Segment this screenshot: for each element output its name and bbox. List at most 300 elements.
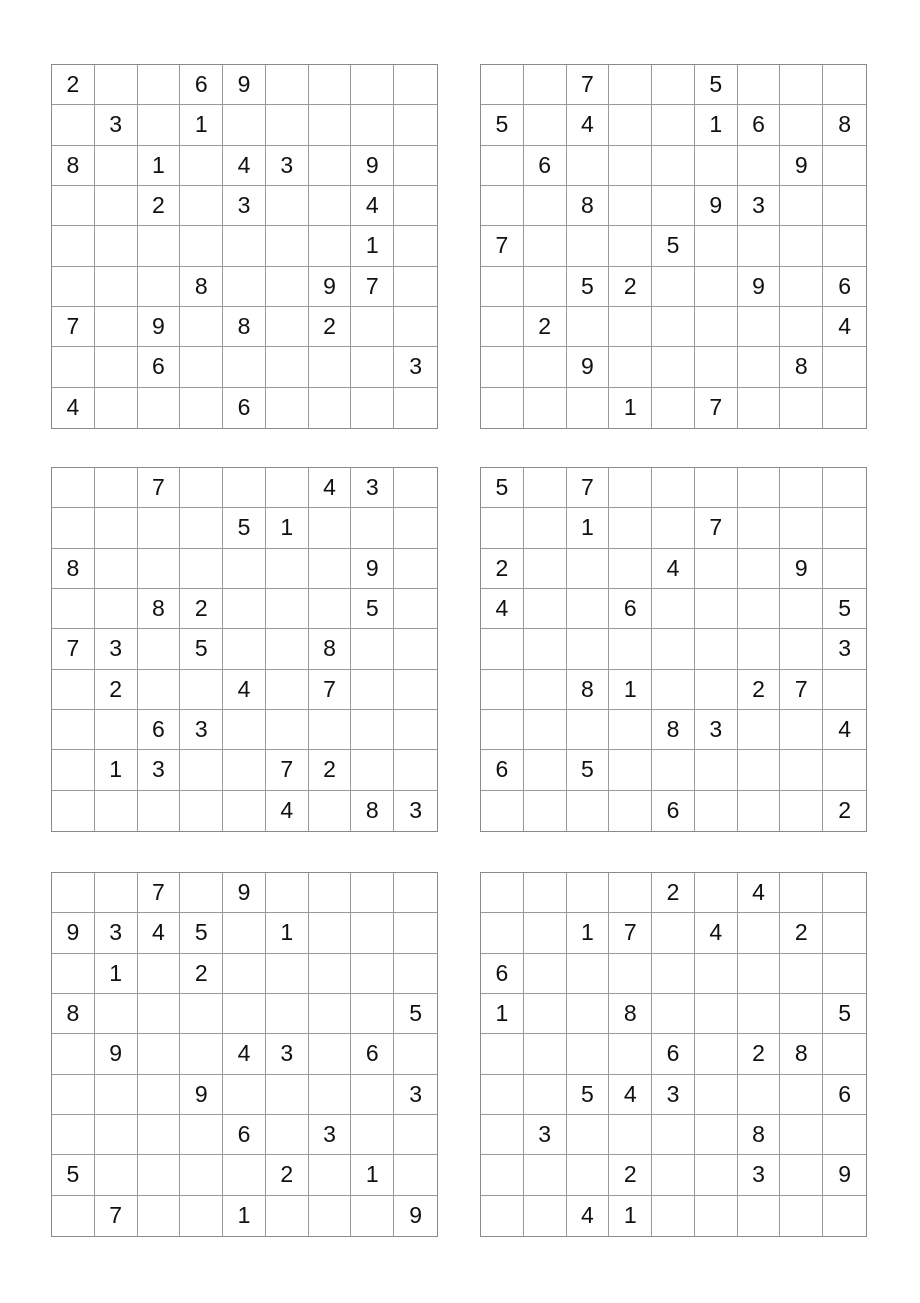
sudoku-cell xyxy=(52,468,95,508)
sudoku-cell xyxy=(95,1155,138,1195)
sudoku-cell: 2 xyxy=(838,797,851,824)
sudoku-cell xyxy=(738,589,781,629)
sudoku-cell: 9 xyxy=(823,1155,866,1195)
sudoku-cell: 1 xyxy=(567,913,610,953)
sudoku-cell: 7 xyxy=(266,750,309,790)
sudoku-cell xyxy=(780,267,823,307)
sudoku-cell xyxy=(609,1115,652,1155)
sudoku-cell xyxy=(481,913,524,953)
sudoku-cell: 3 xyxy=(95,105,138,145)
sudoku-cell xyxy=(738,1075,781,1115)
sudoku-cell: 5 xyxy=(823,994,866,1034)
sudoku-cell xyxy=(180,347,223,387)
sudoku-cell xyxy=(524,267,567,307)
sudoku-cell xyxy=(351,1196,394,1236)
sudoku-cell xyxy=(652,750,695,790)
sudoku-cell xyxy=(652,1115,695,1155)
sudoku-cell xyxy=(266,186,309,226)
sudoku-cell: 6 xyxy=(524,146,567,186)
sudoku-cell xyxy=(223,589,266,629)
sudoku-cell xyxy=(609,347,652,387)
sudoku-cell xyxy=(823,468,866,508)
sudoku-cell xyxy=(567,589,610,629)
sudoku-cell xyxy=(609,186,652,226)
sudoku-cell xyxy=(652,913,695,953)
sudoku-cell xyxy=(609,629,652,669)
sudoku-cell xyxy=(180,508,223,548)
sudoku-cell xyxy=(52,186,95,226)
sudoku-cell xyxy=(180,791,223,831)
sudoku-cell xyxy=(609,65,652,105)
sudoku-cell xyxy=(567,994,610,1034)
sudoku-cell xyxy=(524,1075,567,1115)
sudoku-cell: 3 xyxy=(409,797,422,824)
sudoku-cell xyxy=(95,186,138,226)
sudoku-cell xyxy=(309,508,352,548)
sudoku-cell xyxy=(394,105,437,145)
sudoku-cell: 1 xyxy=(567,508,610,548)
sudoku-cell xyxy=(180,873,223,913)
sudoku-cell: 5 xyxy=(695,65,738,105)
sudoku-cell xyxy=(652,629,695,669)
sudoku-cell xyxy=(52,750,95,790)
sudoku-cell xyxy=(609,750,652,790)
sudoku-cell xyxy=(780,65,823,105)
sudoku-cell xyxy=(266,589,309,629)
sudoku-cell xyxy=(309,549,352,589)
sudoku-cell: 1 xyxy=(95,750,138,790)
sudoku-cell xyxy=(309,710,352,750)
sudoku-cell xyxy=(180,670,223,710)
sudoku-cell xyxy=(823,226,866,266)
sudoku-cell: 3 xyxy=(180,710,223,750)
sudoku-cell: 6 xyxy=(738,105,781,145)
sudoku-cell: 3 xyxy=(738,186,781,226)
sudoku-cell: 9 xyxy=(695,186,738,226)
sudoku-cell xyxy=(309,146,352,186)
sudoku-cell xyxy=(524,1196,567,1236)
sudoku-cell: 5 xyxy=(394,994,437,1034)
sudoku-cell xyxy=(652,1196,695,1236)
sudoku-cell xyxy=(95,468,138,508)
sudoku-cell xyxy=(394,1155,437,1195)
sudoku-cell xyxy=(823,750,866,790)
sudoku-cell xyxy=(524,994,567,1034)
sudoku-cell xyxy=(223,549,266,589)
sudoku-cell: 8 xyxy=(652,710,695,750)
sudoku-cell xyxy=(138,954,181,994)
sudoku-cell xyxy=(823,1034,866,1074)
sudoku-cell xyxy=(738,146,781,186)
sudoku-cell xyxy=(52,267,95,307)
sudoku-cell: 8 xyxy=(52,146,95,186)
sudoku-cell xyxy=(481,1155,524,1195)
sudoku-cell: 2 xyxy=(95,670,138,710)
sudoku-cell xyxy=(652,347,695,387)
sudoku-cell xyxy=(309,105,352,145)
sudoku-cell: 9 xyxy=(738,267,781,307)
sudoku-cell xyxy=(481,307,524,347)
sudoku-cell xyxy=(52,1115,95,1155)
sudoku-cell: 9 xyxy=(780,549,823,589)
sudoku-cell: 4 xyxy=(223,146,266,186)
sudoku-cell: 7 xyxy=(52,629,95,669)
sudoku-cell xyxy=(524,710,567,750)
sudoku-cell xyxy=(138,994,181,1034)
sudoku-cell xyxy=(738,954,781,994)
sudoku-cell xyxy=(394,186,437,226)
sudoku-cell xyxy=(780,508,823,548)
sudoku-cell xyxy=(223,105,266,145)
sudoku-cell xyxy=(223,1075,266,1115)
sudoku-cell xyxy=(780,791,823,831)
sudoku-cell xyxy=(609,954,652,994)
sudoku-cell xyxy=(95,710,138,750)
sudoku-cell: 2 xyxy=(266,1155,309,1195)
sudoku-cell: 8 xyxy=(52,994,95,1034)
sudoku-grid-5 xyxy=(51,872,438,1237)
sudoku-cell xyxy=(652,186,695,226)
sudoku-cell xyxy=(394,1034,437,1074)
sudoku-cell xyxy=(524,468,567,508)
sudoku-cell xyxy=(738,750,781,790)
sudoku-cell xyxy=(95,589,138,629)
sudoku-cell: 1 xyxy=(695,105,738,145)
sudoku-cell xyxy=(524,670,567,710)
sudoku-cell: 3 xyxy=(223,186,266,226)
sudoku-cell xyxy=(780,1155,823,1195)
sudoku-cell: 4 xyxy=(481,589,524,629)
sudoku-cell xyxy=(266,468,309,508)
sudoku-cell xyxy=(95,1115,138,1155)
sudoku-cell xyxy=(52,954,95,994)
sudoku-cell xyxy=(738,347,781,387)
sudoku-cell xyxy=(524,65,567,105)
sudoku-cell xyxy=(394,710,437,750)
sudoku-cell xyxy=(823,508,866,548)
sudoku-cell xyxy=(266,629,309,669)
sudoku-cell xyxy=(394,1115,437,1155)
sudoku-cell xyxy=(609,105,652,145)
sudoku-cell xyxy=(652,267,695,307)
sudoku-cell xyxy=(652,954,695,994)
sudoku-cell xyxy=(652,468,695,508)
sudoku-cell xyxy=(652,508,695,548)
sudoku-cell xyxy=(695,226,738,266)
sudoku-cell xyxy=(481,670,524,710)
sudoku-cell: 6 xyxy=(351,1034,394,1074)
sudoku-cell xyxy=(351,1075,394,1115)
sudoku-cell: 1 xyxy=(95,954,138,994)
sudoku-cell xyxy=(481,508,524,548)
sudoku-cell xyxy=(738,913,781,953)
sudoku-cell xyxy=(309,1155,352,1195)
sudoku-cell xyxy=(524,750,567,790)
sudoku-cell xyxy=(138,65,181,105)
sudoku-cell xyxy=(695,549,738,589)
sudoku-cell: 4 xyxy=(52,388,95,428)
sudoku-cell xyxy=(138,670,181,710)
sudoku-cell xyxy=(223,791,266,831)
sudoku-cell xyxy=(266,1196,309,1236)
sudoku-cell: 7 xyxy=(609,913,652,953)
sudoku-cell xyxy=(524,791,567,831)
sudoku-cell xyxy=(223,629,266,669)
sudoku-cell: 8 xyxy=(52,549,95,589)
sudoku-cell xyxy=(138,388,181,428)
sudoku-cell: 6 xyxy=(223,1115,266,1155)
sudoku-grid-4 xyxy=(480,467,867,832)
sudoku-cell: 5 xyxy=(567,750,610,790)
sudoku-cell xyxy=(695,873,738,913)
sudoku-cell xyxy=(524,347,567,387)
sudoku-cell: 5 xyxy=(823,589,866,629)
sudoku-cell xyxy=(524,388,567,428)
sudoku-cell xyxy=(180,994,223,1034)
sudoku-cell xyxy=(138,1196,181,1236)
sudoku-cell xyxy=(351,629,394,669)
sudoku-cell xyxy=(95,791,138,831)
sudoku-cell xyxy=(780,186,823,226)
sudoku-cell xyxy=(180,146,223,186)
sudoku-cell xyxy=(652,670,695,710)
sudoku-cell xyxy=(52,710,95,750)
sudoku-cell xyxy=(351,994,394,1034)
sudoku-cell xyxy=(138,267,181,307)
sudoku-cell: 9 xyxy=(52,913,95,953)
sudoku-cell: 7 xyxy=(95,1196,138,1236)
sudoku-cell: 7 xyxy=(309,670,352,710)
sudoku-cell xyxy=(266,267,309,307)
sudoku-cell xyxy=(780,954,823,994)
sudoku-cell xyxy=(394,267,437,307)
sudoku-cell xyxy=(223,750,266,790)
sudoku-cell xyxy=(138,791,181,831)
sudoku-cell xyxy=(567,629,610,669)
sudoku-cell: 7 xyxy=(138,873,181,913)
sudoku-cell: 6 xyxy=(823,1075,866,1115)
sudoku-cell xyxy=(481,65,524,105)
sudoku-cell: 3 xyxy=(309,1115,352,1155)
sudoku-cell xyxy=(524,913,567,953)
sudoku-cell xyxy=(351,873,394,913)
sudoku-cell xyxy=(394,873,437,913)
sudoku-cell: 3 xyxy=(652,1075,695,1115)
sudoku-cell xyxy=(180,1115,223,1155)
sudoku-cell xyxy=(780,873,823,913)
sudoku-cell xyxy=(266,388,309,428)
sudoku-cell xyxy=(309,65,352,105)
sudoku-cell xyxy=(780,994,823,1034)
sudoku-cell xyxy=(524,1155,567,1195)
sudoku-cell xyxy=(138,1075,181,1115)
sudoku-cell xyxy=(652,994,695,1034)
sudoku-cell: 5 xyxy=(180,629,223,669)
sudoku-cell xyxy=(394,670,437,710)
sudoku-cell xyxy=(823,670,866,710)
sudoku-cell xyxy=(823,186,866,226)
sudoku-cell xyxy=(481,1075,524,1115)
sudoku-cell xyxy=(52,791,95,831)
sudoku-cell xyxy=(695,267,738,307)
sudoku-cell xyxy=(481,186,524,226)
sudoku-cell xyxy=(823,549,866,589)
sudoku-cell xyxy=(738,226,781,266)
sudoku-cell xyxy=(351,750,394,790)
sudoku-cell xyxy=(309,388,352,428)
sudoku-cell xyxy=(180,307,223,347)
sudoku-cell xyxy=(394,508,437,548)
sudoku-cell xyxy=(738,468,781,508)
sudoku-cell: 6 xyxy=(823,267,866,307)
sudoku-cell xyxy=(481,1196,524,1236)
sudoku-cell: 4 xyxy=(695,913,738,953)
sudoku-cell xyxy=(738,307,781,347)
sudoku-cell xyxy=(394,468,437,508)
sudoku-cell xyxy=(738,388,781,428)
sudoku-cell xyxy=(823,1196,866,1236)
sudoku-cell xyxy=(351,508,394,548)
sudoku-cell xyxy=(652,589,695,629)
sudoku-cell: 3 xyxy=(823,629,866,669)
sudoku-cell xyxy=(652,388,695,428)
sudoku-cell xyxy=(567,226,610,266)
sudoku-cell xyxy=(524,105,567,145)
sudoku-cell: 4 xyxy=(138,913,181,953)
sudoku-cell xyxy=(309,589,352,629)
sudoku-cell: 1 xyxy=(223,1196,266,1236)
sudoku-cell xyxy=(780,388,823,428)
sudoku-cell xyxy=(95,549,138,589)
sudoku-cell xyxy=(180,1034,223,1074)
sudoku-cell xyxy=(652,307,695,347)
sudoku-cell xyxy=(780,1075,823,1115)
sudoku-cell xyxy=(309,186,352,226)
sudoku-cell xyxy=(695,1075,738,1115)
sudoku-cell xyxy=(309,913,352,953)
sudoku-cell xyxy=(609,791,652,831)
sudoku-cell xyxy=(823,347,866,387)
sudoku-cell: 9 xyxy=(180,1075,223,1115)
sudoku-cell xyxy=(609,146,652,186)
sudoku-cell: 1 xyxy=(180,105,223,145)
sudoku-cell xyxy=(223,710,266,750)
sudoku-cell: 9 xyxy=(351,549,394,589)
sudoku-cell xyxy=(309,226,352,266)
sudoku-cell: 8 xyxy=(780,1034,823,1074)
sudoku-cell: 8 xyxy=(780,347,823,387)
sudoku-cell xyxy=(738,65,781,105)
sudoku-cell: 1 xyxy=(481,994,524,1034)
sudoku-cell xyxy=(95,146,138,186)
sudoku-cell xyxy=(481,1034,524,1074)
sudoku-cell xyxy=(309,1196,352,1236)
sudoku-cell: 8 xyxy=(223,307,266,347)
sudoku-cell xyxy=(567,1155,610,1195)
sudoku-cell xyxy=(95,508,138,548)
sudoku-cell xyxy=(223,347,266,387)
sudoku-cell xyxy=(138,629,181,669)
sudoku-cell xyxy=(567,146,610,186)
sudoku-cell xyxy=(309,347,352,387)
sudoku-cell: 2 xyxy=(738,670,781,710)
sudoku-cell xyxy=(394,388,437,428)
sudoku-cell xyxy=(138,1115,181,1155)
sudoku-cell xyxy=(780,226,823,266)
sudoku-cell xyxy=(524,549,567,589)
sudoku-cell xyxy=(823,388,866,428)
sudoku-cell: 5 xyxy=(52,1155,95,1195)
sudoku-cell: 7 xyxy=(567,468,610,508)
sudoku-cell: 5 xyxy=(351,589,394,629)
sudoku-cell: 2 xyxy=(180,589,223,629)
sudoku-cell xyxy=(266,1115,309,1155)
sudoku-cell xyxy=(95,267,138,307)
sudoku-cell xyxy=(567,307,610,347)
sudoku-cell xyxy=(95,65,138,105)
sudoku-cell: 6 xyxy=(481,750,524,790)
sudoku-cell xyxy=(780,710,823,750)
sudoku-cell xyxy=(738,791,781,831)
sudoku-cell: 6 xyxy=(138,710,181,750)
sudoku-cell: 9 xyxy=(780,146,823,186)
sudoku-cell xyxy=(823,913,866,953)
sudoku-cell xyxy=(95,388,138,428)
sudoku-cell: 7 xyxy=(695,388,738,428)
sudoku-cell: 4 xyxy=(223,670,266,710)
sudoku-cell xyxy=(351,347,394,387)
sudoku-cell xyxy=(524,508,567,548)
sudoku-cell xyxy=(138,226,181,266)
sudoku-cell xyxy=(695,629,738,669)
sudoku-cell: 4 xyxy=(823,710,866,750)
sudoku-cell xyxy=(780,105,823,145)
sudoku-cell: 9 xyxy=(223,873,266,913)
sudoku-cell xyxy=(524,629,567,669)
sudoku-cell xyxy=(738,994,781,1034)
sudoku-cell: 1 xyxy=(609,388,652,428)
sudoku-cell xyxy=(695,1196,738,1236)
sudoku-cell xyxy=(567,954,610,994)
sudoku-cell xyxy=(95,994,138,1034)
sudoku-cell xyxy=(138,1155,181,1195)
sudoku-cell xyxy=(823,146,866,186)
sudoku-cell xyxy=(266,1075,309,1115)
sudoku-cell: 2 xyxy=(481,549,524,589)
sudoku-cell xyxy=(609,710,652,750)
sudoku-cell xyxy=(52,1034,95,1074)
sudoku-cell xyxy=(695,1155,738,1195)
sudoku-cell xyxy=(309,1075,352,1115)
sudoku-cell: 3 xyxy=(738,1155,781,1195)
sudoku-cell: 1 xyxy=(138,146,181,186)
sudoku-cell xyxy=(481,347,524,387)
sudoku-cell xyxy=(309,954,352,994)
sudoku-cell: 1 xyxy=(266,913,309,953)
sudoku-cell xyxy=(567,791,610,831)
sudoku-cell xyxy=(266,549,309,589)
sudoku-cell xyxy=(609,508,652,548)
sudoku-cell xyxy=(609,468,652,508)
sudoku-cell xyxy=(138,105,181,145)
sudoku-cell xyxy=(52,1075,95,1115)
sudoku-cell: 5 xyxy=(223,508,266,548)
sudoku-cell: 6 xyxy=(652,791,695,831)
sudoku-cell xyxy=(223,913,266,953)
sudoku-cell xyxy=(52,508,95,548)
sudoku-cell: 6 xyxy=(652,1034,695,1074)
sudoku-cell xyxy=(266,954,309,994)
